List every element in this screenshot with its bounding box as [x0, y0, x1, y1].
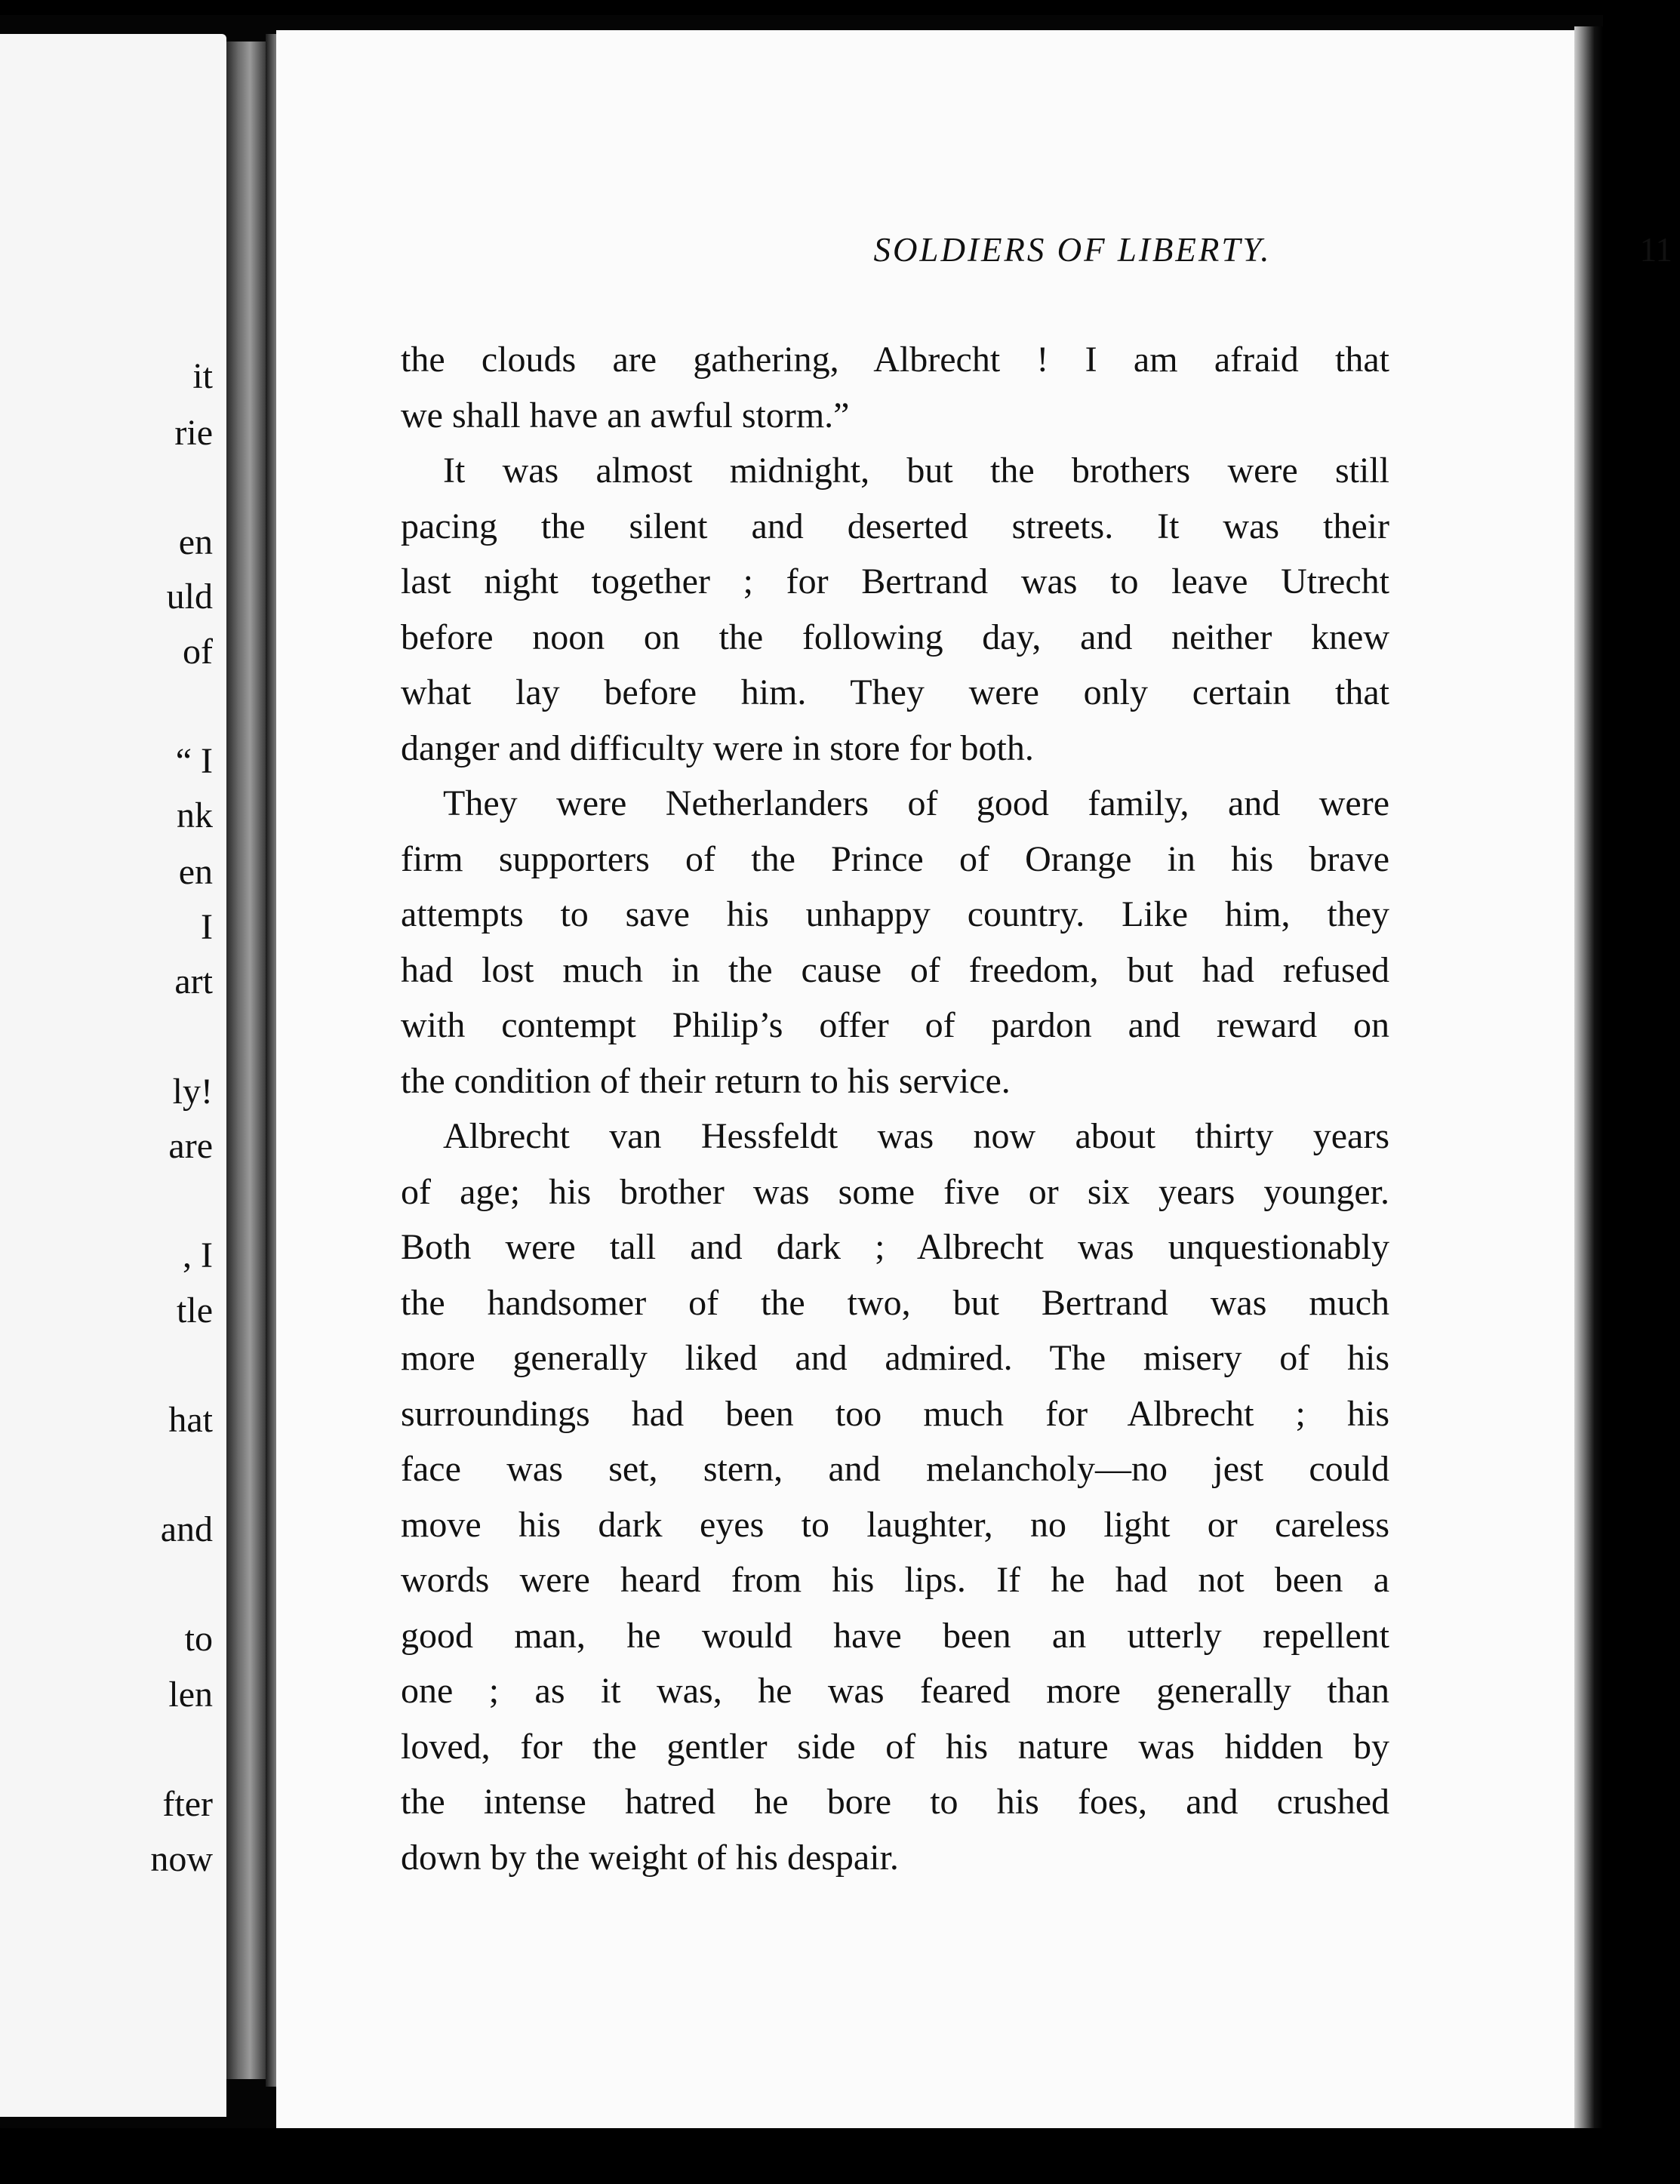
text-line: one ; as it was, he was feared more generally than: [401, 1671, 1389, 1711]
left-page-fragment: ly!: [172, 1072, 213, 1112]
text-line: with contempt Philip’s offer of pardon and reward on: [401, 1005, 1389, 1045]
body-text: [401, 332, 1389, 1885]
text-line: more generally liked and admired. The misery of his: [401, 1338, 1389, 1378]
left-page-fragment: I: [201, 907, 213, 947]
left-page-fragment: fter: [162, 1784, 213, 1824]
left-page-fragment: now: [150, 1839, 213, 1879]
left-page-fragment: of: [183, 632, 213, 672]
text-line: words were heard from his lips. If he had not been a: [401, 1560, 1389, 1600]
right-page: [276, 30, 1672, 2128]
left-page-fragment: are: [168, 1126, 213, 1166]
text-line: move his dark eyes to laughter, no light or careless: [401, 1504, 1389, 1545]
text-line: danger and difficulty were in store for both.: [401, 727, 1034, 768]
left-page-fragment: to: [184, 1619, 213, 1659]
left-page-fragment: it: [192, 356, 213, 396]
left-page-fragment: rie: [174, 413, 213, 453]
page-edge-shadow: [266, 34, 276, 2087]
left-page-fragment: “ I: [175, 741, 213, 781]
running-head: [608, 230, 1680, 275]
text-line: Both were tall and dark ; Albrecht was unquestionably: [401, 1227, 1389, 1267]
text-line: surroundings had been too much for Albrecht ; his: [401, 1393, 1389, 1434]
text-line: the condition of their return to his service.: [401, 1060, 1011, 1101]
text-line: face was set, stern, and melancholy—no jest could: [401, 1449, 1389, 1489]
left-page-fragment: len: [168, 1675, 213, 1715]
text-line: last night together ; for Bertrand was to leave Utrecht: [401, 561, 1389, 601]
text-line: Albrecht van Hessfeldt was now about thirty years: [443, 1116, 1389, 1156]
left-page-fragment: art: [174, 961, 213, 1001]
left-page-fragment: nk: [177, 795, 213, 835]
left-page-fragment: uld: [166, 577, 213, 617]
left-facing-page: [0, 34, 226, 2117]
text-line: the clouds are gathering, Albrecht ! I am afraid that: [401, 340, 1389, 380]
text-line: loved, for the gentler side of his nature was hidden by: [401, 1726, 1389, 1767]
text-line: attempts to save his unhappy country. Like him, they: [401, 894, 1389, 934]
left-page-fragment: tle: [177, 1290, 213, 1330]
text-line: They were Netherlanders of good family, and were: [443, 783, 1389, 823]
right-page-edge-shadow: [1574, 26, 1603, 2132]
text-line: the intense hatred he bore to his foes, and crushed: [401, 1782, 1389, 1822]
text-line: good man, he would have been an utterly repellent: [401, 1615, 1389, 1656]
page-number: 11: [1639, 231, 1672, 269]
text-line: had lost much in the cause of freedom, but had refused: [401, 949, 1389, 990]
left-page-fragment: and: [160, 1509, 213, 1549]
left-page-fragment: , I: [183, 1235, 213, 1275]
text-line: down by the weight of his despair.: [401, 1837, 899, 1878]
left-page-fragment: en: [178, 852, 213, 892]
text-line: firm supporters of the Prince of Orange in his brave: [401, 838, 1389, 879]
running-head-title: SOLDIERS OF LIBERTY.: [873, 231, 1272, 269]
text-line: before noon on the following day, and neither knew: [401, 617, 1389, 657]
scan-top-margin: [0, 0, 1603, 15]
left-page-fragment: hat: [168, 1400, 213, 1440]
binding-gutter-shadow: [226, 42, 266, 2079]
text-line: the handsomer of the two, but Bertrand was much: [401, 1282, 1389, 1323]
text-line: of age; his brother was some five or six years younger.: [401, 1171, 1389, 1212]
text-line: It was almost midnight, but the brothers were still: [443, 451, 1389, 491]
text-line: what lay before him. They were only certain that: [401, 672, 1389, 712]
left-page-fragment: en: [178, 522, 213, 562]
scan-bottom-margin: [0, 2128, 1603, 2184]
text-line: we shall have an awful storm.”: [401, 395, 850, 435]
text-line: pacing the silent and deserted streets. It was their: [401, 506, 1389, 546]
